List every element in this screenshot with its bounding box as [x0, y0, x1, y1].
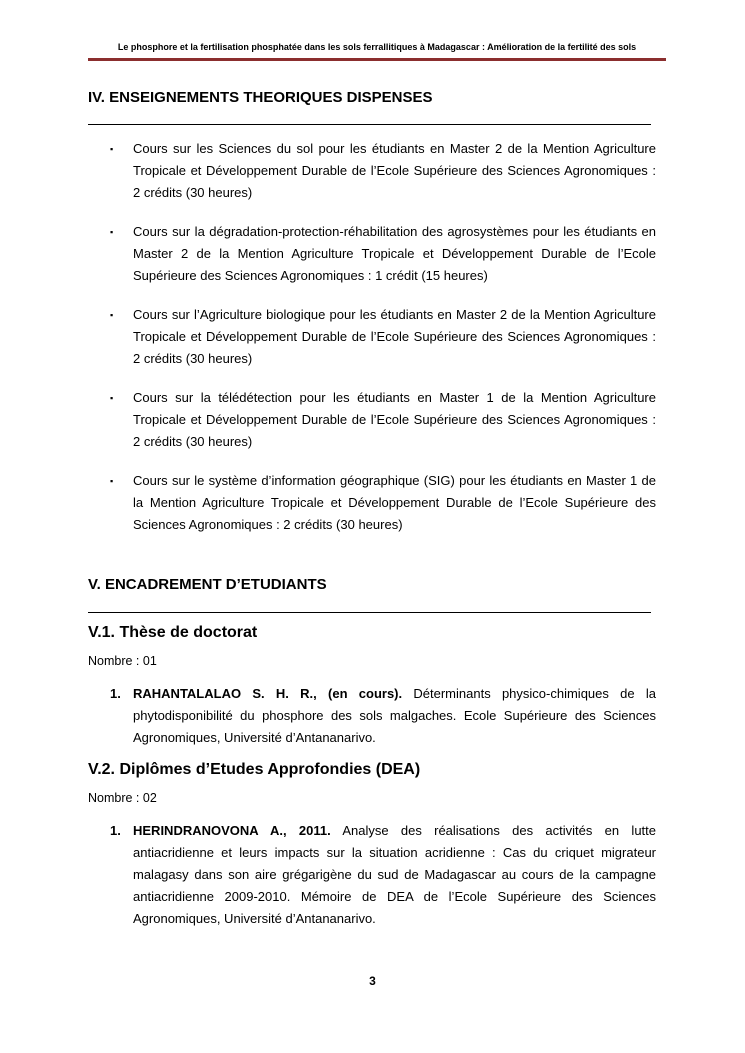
bullet-icon: ▪	[110, 310, 114, 320]
list-item	[110, 304, 656, 370]
course-text: Cours sur l’Agriculture biologique pour les étudiants en Master 2 de la Mention Agriculture Tropicale et Développement Durable de l’Ecole Supérieure des Sciences Agronomiques : 2 crédits (30 heures)	[133, 307, 656, 366]
bullet-icon: ▪	[110, 227, 114, 237]
section-4-rule	[88, 124, 651, 125]
list-item	[110, 470, 656, 536]
section-5-title: V. ENCADREMENT D’ETUDIANTS	[88, 576, 327, 593]
entry-text: Analyse des réalisations des activités en lutte antiacridienne et leurs impacts sur la situation acridienne : Cas du criquet migrateur malagasy dans son aire grégarigène du sud de Madagascar au cours de la campagne antiacridienne 2009-2010. Mémoire de DEA de l’Ecole Supérieure des Sciences Agronomiques, Université d’Antananarivo.	[133, 823, 657, 926]
bullet-icon: ▪	[110, 144, 114, 154]
course-text: Cours sur les Sciences du sol pour les étudiants en Master 2 de la Mention Agriculture Tropicale et Développement Durable de l’Ecole Supérieure des Sciences Agronomiques : 2 crédits (30 heures)	[133, 141, 656, 200]
course-text: Cours sur le système d’information géographique (SIG) pour les étudiants en Master 1 de la Mention Agriculture Tropicale et Développement Durable de l’Ecole Supérieure des Sciences Agronomiques : 2 crédits (30 heures)	[133, 473, 656, 532]
section-4-title: IV. ENSEIGNEMENTS THEORIQUES DISPENSES	[88, 89, 433, 106]
phd-count: Nombre : 01	[88, 654, 157, 668]
list-item	[110, 683, 656, 749]
entry-number: 1.	[110, 686, 121, 701]
phd-list	[110, 683, 656, 766]
list-item	[110, 820, 656, 930]
subsection-phd-title: V.1. Thèse de doctorat	[88, 624, 258, 641]
section-5-rule	[88, 612, 651, 613]
entry-author: RAHANTALALAO S. H. R., (en cours).	[133, 686, 403, 701]
entry-number: 1.	[110, 823, 121, 838]
course-text: Cours sur la dégradation-protection-réhabilitation des agrosystèmes pour les étudiants en Master 2 de la Mention Agriculture Tropicale et Développement Durable de l’Ecole Supérieure des Sciences Agronomiques : 1 crédit (15 heures)	[133, 224, 656, 283]
running-header: Le phosphore et la fertilisation phosphatée dans les sols ferrallitiques à Madagascar : Amélioration de la fertilité des sols	[117, 42, 637, 52]
list-item	[110, 221, 656, 287]
dea-count: Nombre : 02	[88, 791, 157, 805]
entry-author: HERINDRANOVONA A., 2011.	[133, 823, 331, 838]
page-number: 3	[369, 974, 376, 988]
header-rule	[88, 58, 666, 61]
subsection-dea-title: V.2. Diplômes d’Etudes Approfondies (DEA)	[88, 761, 421, 778]
course-list	[110, 138, 656, 553]
entry-text: Déterminants physico-chimiques de la phytodisponibilité du phosphore des sols malgaches. Ecole Supérieure des Sciences Agronomiques, Université d’Antananarivo.	[133, 686, 656, 745]
bullet-icon: ▪	[110, 476, 114, 486]
dea-list	[110, 820, 656, 947]
course-text: Cours sur la télédétection pour les étudiants en Master 1 de la Mention Agriculture Tropicale et Développement Durable de l’Ecole Supérieure des Sciences Agronomiques : 2 crédits (30 heures)	[133, 390, 656, 449]
bullet-icon: ▪	[110, 393, 114, 403]
list-item	[110, 387, 656, 453]
list-item	[110, 138, 656, 204]
